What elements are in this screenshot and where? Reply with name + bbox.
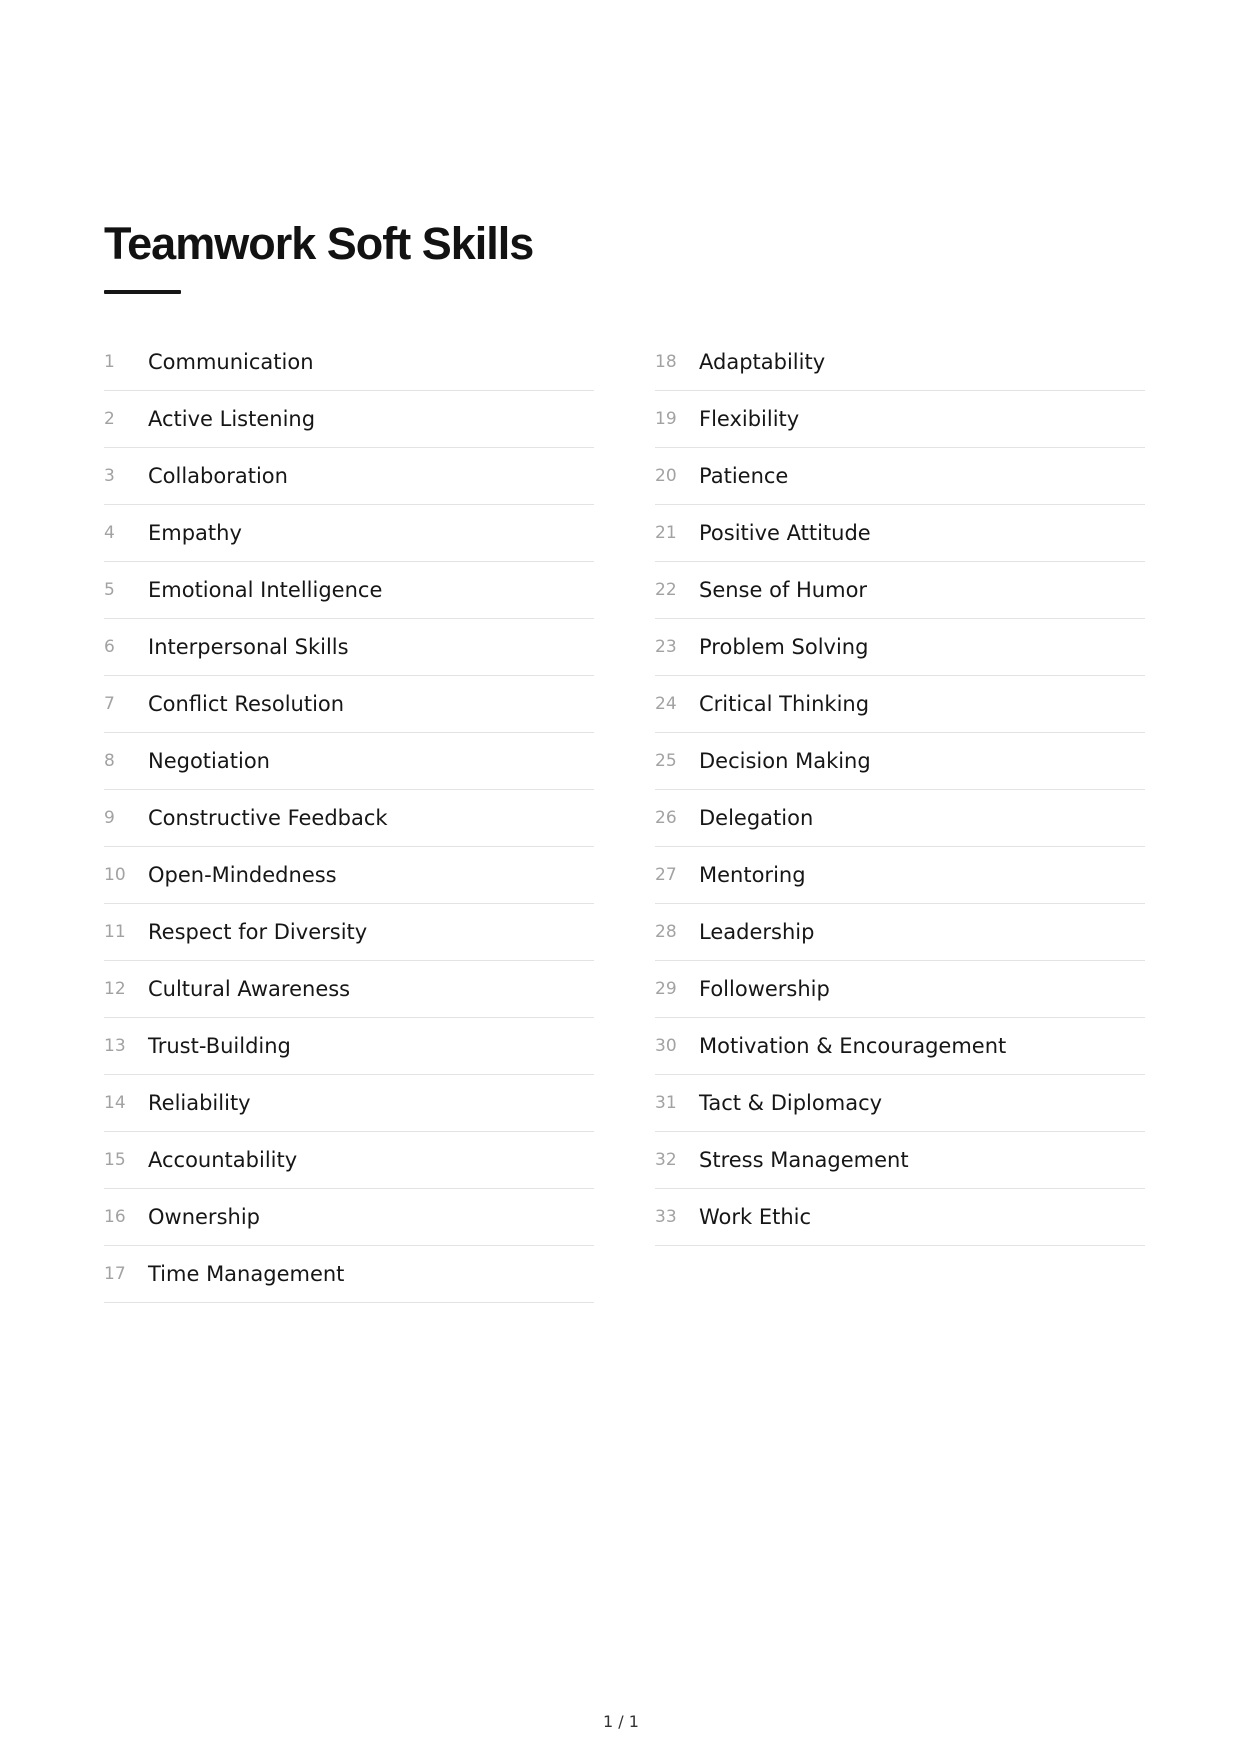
- skill-label: Mentoring: [699, 863, 806, 887]
- skill-label: Sense of Humor: [699, 578, 868, 602]
- list-item: [655, 505, 1145, 562]
- item-number: 13: [104, 1036, 126, 1056]
- list-item: [655, 1189, 1145, 1246]
- skill-label: Active Listening: [148, 407, 316, 431]
- skill-label: Patience: [699, 464, 789, 488]
- skill-label: Respect for Diversity: [148, 920, 368, 944]
- list-item: [655, 334, 1145, 391]
- skill-label: Open-Mindedness: [148, 863, 337, 887]
- item-number: 29: [655, 979, 677, 999]
- item-number: 27: [655, 865, 677, 885]
- item-number: 19: [655, 409, 677, 429]
- list-item: [104, 847, 594, 904]
- skill-label: Decision Making: [699, 749, 871, 773]
- skill-label: Leadership: [699, 920, 815, 944]
- item-number: 6: [104, 637, 115, 657]
- skill-label: Constructive Feedback: [148, 806, 388, 830]
- list-item: [655, 1132, 1145, 1189]
- item-number: 28: [655, 922, 677, 942]
- skill-label: Collaboration: [148, 464, 288, 488]
- skill-label: Communication: [148, 350, 314, 374]
- list-item: [655, 1018, 1145, 1075]
- item-number: 30: [655, 1036, 677, 1056]
- item-number: 23: [655, 637, 677, 657]
- list-item: [104, 1132, 594, 1189]
- list-item: [655, 904, 1145, 961]
- skill-label: Work Ethic: [699, 1205, 812, 1229]
- skill-label: Cultural Awareness: [148, 977, 351, 1001]
- item-number: 5: [104, 580, 115, 600]
- skill-label: Positive Attitude: [699, 521, 871, 545]
- item-number: 15: [104, 1150, 126, 1170]
- list-item: [104, 790, 594, 847]
- skill-label: Reliability: [148, 1091, 251, 1115]
- skill-label: Emotional Intelligence: [148, 578, 383, 602]
- list-item: [655, 448, 1145, 505]
- list-item: [104, 961, 594, 1018]
- item-number: 17: [104, 1264, 126, 1284]
- page-number: 1 / 1: [603, 1712, 639, 1731]
- list-item: [104, 733, 594, 790]
- item-number: 4: [104, 523, 115, 543]
- item-number: 21: [655, 523, 677, 543]
- skill-label: Accountability: [148, 1148, 298, 1172]
- skill-label: Trust-Building: [148, 1034, 291, 1058]
- skill-label: Ownership: [148, 1205, 260, 1229]
- list-item: [104, 505, 594, 562]
- list-item: [655, 619, 1145, 676]
- list-item: [655, 790, 1145, 847]
- item-number: 2: [104, 409, 115, 429]
- skill-label: Empathy: [148, 521, 242, 545]
- item-number: 22: [655, 580, 677, 600]
- item-number: 18: [655, 352, 677, 372]
- skill-label: Conflict Resolution: [148, 692, 345, 716]
- item-number: 24: [655, 694, 677, 714]
- skill-label: Interpersonal Skills: [148, 635, 349, 659]
- skill-label: Delegation: [699, 806, 814, 830]
- list-item: [104, 334, 594, 391]
- list-item: [104, 1075, 594, 1132]
- list-item: [104, 619, 594, 676]
- skill-label: Adaptability: [699, 350, 826, 374]
- skills-column-right: [655, 334, 1145, 1246]
- item-number: 1: [104, 352, 115, 372]
- skill-label: Problem Solving: [699, 635, 869, 659]
- skill-label: Critical Thinking: [699, 692, 870, 716]
- list-item: [655, 562, 1145, 619]
- item-number: 8: [104, 751, 115, 771]
- item-number: 16: [104, 1207, 126, 1227]
- skill-label: Negotiation: [148, 749, 270, 773]
- list-item: [104, 904, 594, 961]
- skill-label: Followership: [699, 977, 830, 1001]
- skill-label: Tact & Diplomacy: [699, 1091, 883, 1115]
- item-number: 20: [655, 466, 677, 486]
- list-item: [655, 676, 1145, 733]
- item-number: 25: [655, 751, 677, 771]
- list-item: [655, 847, 1145, 904]
- list-item: [104, 1189, 594, 1246]
- list-item: [104, 391, 594, 448]
- skill-label: Flexibility: [699, 407, 800, 431]
- item-number: 3: [104, 466, 115, 486]
- page-title: Teamwork Soft Skills: [104, 218, 534, 269]
- item-number: 14: [104, 1093, 126, 1113]
- skills-column-left: [104, 334, 594, 1303]
- list-item: [655, 961, 1145, 1018]
- list-item: [104, 1246, 594, 1303]
- skill-label: Motivation & Encouragement: [699, 1034, 1007, 1058]
- list-item: [104, 1018, 594, 1075]
- item-number: 7: [104, 694, 115, 714]
- item-number: 9: [104, 808, 115, 828]
- list-item: [104, 448, 594, 505]
- item-number: 10: [104, 865, 126, 885]
- item-number: 26: [655, 808, 677, 828]
- item-number: 33: [655, 1207, 677, 1227]
- list-item: [655, 733, 1145, 790]
- list-item: [655, 1075, 1145, 1132]
- item-number: 11: [104, 922, 126, 942]
- list-item: [655, 391, 1145, 448]
- skill-label: Time Management: [148, 1262, 345, 1286]
- skill-label: Stress Management: [699, 1148, 909, 1172]
- item-number: 12: [104, 979, 126, 999]
- list-item: [104, 676, 594, 733]
- item-number: 31: [655, 1093, 677, 1113]
- title-underline: [104, 290, 181, 294]
- list-item: [104, 562, 594, 619]
- item-number: 32: [655, 1150, 677, 1170]
